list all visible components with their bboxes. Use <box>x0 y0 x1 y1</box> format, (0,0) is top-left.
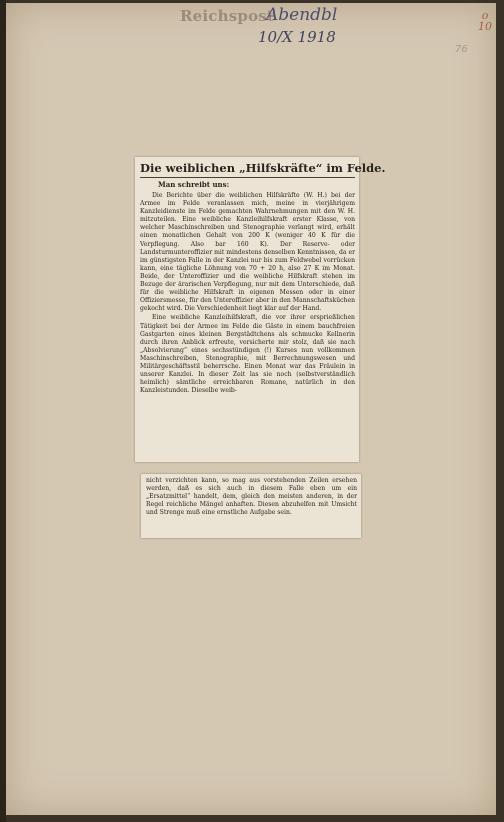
masthead-stamp: Reichspost <box>180 7 275 25</box>
article-paragraph-2: Eine weibliche Kanzleihilfskraft, die vor ihrer ersprießlichen Tätigkeit bei der Armee im Felde die Gäste in einem bauchfreien Gastgarten eines kleinen Bergstädtchens als schmucke Kellnerin durch ihren Anblick erfreute, versicherte mir stolz, daß sie nach „Absolvierung“ eines sechsstündigen (!) Kurses nun vollkommen Maschinschreiben, Stenographie, mit Berrechnungswesen und Militärgeschäftsstil beherrsche. Einen Monat war das Fräulein in unserer Kanzlei. In dieser Zeit las sie noch (selbstverständlich heimlich) sämtliche erreichbaren Romane, natürlich in den Kanzleistunden. Dieselbe weib- <box>140 314 355 395</box>
pencil-mark: 76 <box>455 44 468 55</box>
scan-bottom-edge <box>6 815 496 822</box>
article-clipping-main <box>135 157 386 462</box>
corner-note-line-2: 10 <box>478 20 492 33</box>
corner-note-line-1: o <box>481 9 489 22</box>
article-title: Die weiblichen „Hilfskräfte“ im Felde. <box>140 161 355 178</box>
article-clipping-continuation <box>141 474 361 538</box>
article-paragraph-1: Die Berichte über die weiblichen Hilfskräfte (W. H.) bei der Armee im Felde veranlassen mich, meine in vierjährigem Kanzleidienste im Felde gemachten Wahrnehmungen mit den W. H. mitzuteilen. Eine weibliche Kanzleihilfskraft erster Klasse, von welcher Maschinschreiben und Stenographie verlangt wird, erhält einen monatlichen Gehalt von 200 K (weniger 40 K für die Verpflegung. Also bar 160 K). Der Reserve- oder Landsturmunteroffizier mit mindestens denselben Kenntnissen, da er im günstigsten Falle in der Kanzlei nur bis zum Feldwebel vorrücken kann, eine tägliche Löhnung von 70 + 20 h, also 27 K im Monat. Beide, der Unteroffizier und die weibliche Hilfskraft stehen im Bezuge der ärarischen Verpflegung, nur mit dem Unterschiede, daß für die weibliche Hilfskraft in eigenen Messen oder in einer Offiziersmesse, für den Unteroffizier aber in den Mannschaftsküchen gekocht wird. Die Verschiedenheit liegt klar auf der Hand. <box>140 192 355 313</box>
handwritten-edition-note: Abendbl <box>266 5 338 25</box>
article-continuation-text: nicht verzichten kann, so mag aus vorstehenden Zeilen ersehen werden, daß es sich auch in diesem Falle eben um ein „Ersatzmittel“ handelt, dem, gleich den meisten anderen, in der Regel reichliche Mängel anhaften. Diesen abzuhelfen mit Umsicht und Strenge muß eine ernstliche Aufgabe sein. <box>146 477 357 517</box>
corner-archive-note <box>478 10 492 32</box>
handwritten-date: 10/X 1918 <box>258 28 336 46</box>
article-byline: Man schreibt uns: <box>158 180 230 189</box>
